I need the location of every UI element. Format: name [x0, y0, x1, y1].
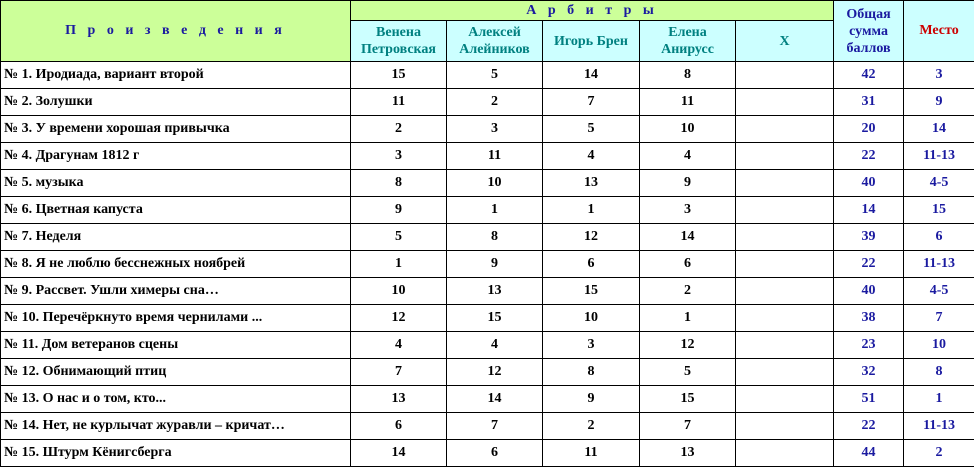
score-cell: 14 [447, 386, 543, 413]
score-cell [736, 359, 834, 386]
place-cell: 14 [904, 116, 974, 143]
score-cell: 5 [543, 116, 640, 143]
score-cell: 5 [351, 224, 447, 251]
score-cell: 10 [447, 170, 543, 197]
score-cell: 9 [351, 197, 447, 224]
work-title-cell: № 11. Дом ветеранов сцены [1, 332, 351, 359]
total-cell: 38 [834, 305, 904, 332]
score-cell [736, 89, 834, 116]
place-cell: 3 [904, 62, 974, 89]
score-cell: 4 [543, 143, 640, 170]
total-header: Общая сумма баллов [834, 1, 904, 62]
score-cell: 11 [351, 89, 447, 116]
score-cell [736, 440, 834, 467]
score-cell: 12 [543, 224, 640, 251]
score-cell: 6 [351, 413, 447, 440]
table-row [1, 440, 974, 467]
total-cell: 22 [834, 251, 904, 278]
judge-header: Венена Петровская [351, 21, 447, 62]
score-cell: 14 [543, 62, 640, 89]
score-cell: 14 [351, 440, 447, 467]
place-cell: 11-13 [904, 251, 974, 278]
place-cell: 11-13 [904, 413, 974, 440]
score-cell: 10 [543, 305, 640, 332]
work-title-cell: № 1. Иродиада, вариант второй [1, 62, 351, 89]
place-cell: 1 [904, 386, 974, 413]
score-cell [736, 332, 834, 359]
table-row [1, 386, 974, 413]
work-title-cell: № 4. Драгунам 1812 г [1, 143, 351, 170]
place-cell: 4-5 [904, 170, 974, 197]
work-title-cell: № 3. У времени хорошая привычка [1, 116, 351, 143]
table-row [1, 89, 974, 116]
table-row [1, 170, 974, 197]
table-row [1, 413, 974, 440]
table-row [1, 278, 974, 305]
score-cell: 15 [640, 386, 736, 413]
score-cell: 1 [640, 305, 736, 332]
work-title-cell: № 5. музыка [1, 170, 351, 197]
total-cell: 22 [834, 143, 904, 170]
total-cell: 42 [834, 62, 904, 89]
score-cell: 7 [351, 359, 447, 386]
judge-header: Елена Анирусс [640, 21, 736, 62]
score-cell: 2 [447, 89, 543, 116]
score-cell: 7 [543, 89, 640, 116]
score-cell: 15 [447, 305, 543, 332]
judge-header: Игорь Брен [543, 21, 640, 62]
score-cell: 5 [640, 359, 736, 386]
score-cell: 6 [447, 440, 543, 467]
score-cell [736, 116, 834, 143]
place-cell: 10 [904, 332, 974, 359]
score-cell: 9 [447, 251, 543, 278]
score-cell: 8 [351, 170, 447, 197]
place-header: Место [904, 1, 974, 62]
score-cell: 5 [447, 62, 543, 89]
score-cell: 7 [447, 413, 543, 440]
arbiters-header: А р б и т р ы [351, 1, 834, 21]
score-cell: 15 [351, 62, 447, 89]
place-cell: 9 [904, 89, 974, 116]
total-cell: 22 [834, 413, 904, 440]
table-row [1, 332, 974, 359]
score-cell: 12 [351, 305, 447, 332]
score-cell: 9 [640, 170, 736, 197]
total-cell: 39 [834, 224, 904, 251]
total-cell: 40 [834, 170, 904, 197]
score-cell [736, 413, 834, 440]
score-cell: 4 [640, 143, 736, 170]
score-cell: 13 [351, 386, 447, 413]
work-title-cell: № 10. Перечёркнуто время чернилами ... [1, 305, 351, 332]
score-cell: 2 [640, 278, 736, 305]
total-cell: 51 [834, 386, 904, 413]
score-cell: 1 [543, 197, 640, 224]
score-cell: 10 [640, 116, 736, 143]
score-cell: 8 [447, 224, 543, 251]
score-cell [736, 305, 834, 332]
judge-header: Х [736, 21, 834, 62]
work-title-cell: № 15. Штурм Кёнигсберга [1, 440, 351, 467]
total-cell: 44 [834, 440, 904, 467]
score-cell [736, 62, 834, 89]
judge-header: Алексей Алейников [447, 21, 543, 62]
score-cell: 13 [640, 440, 736, 467]
score-cell: 3 [543, 332, 640, 359]
score-cell: 2 [351, 116, 447, 143]
score-cell: 3 [351, 143, 447, 170]
total-cell: 40 [834, 278, 904, 305]
work-title-cell: № 6. Цветная капуста [1, 197, 351, 224]
score-cell: 4 [351, 332, 447, 359]
score-cell: 10 [351, 278, 447, 305]
work-title-cell: № 2. Золушки [1, 89, 351, 116]
place-cell: 8 [904, 359, 974, 386]
score-cell: 3 [640, 197, 736, 224]
place-cell: 6 [904, 224, 974, 251]
score-cell: 11 [640, 89, 736, 116]
score-cell: 15 [543, 278, 640, 305]
score-cell: 13 [447, 278, 543, 305]
score-cell: 1 [351, 251, 447, 278]
score-cell: 14 [640, 224, 736, 251]
table-row [1, 251, 974, 278]
place-cell: 2 [904, 440, 974, 467]
table-row [1, 224, 974, 251]
score-cell [736, 386, 834, 413]
score-cell: 6 [640, 251, 736, 278]
table-row [1, 143, 974, 170]
place-cell: 4-5 [904, 278, 974, 305]
score-cell: 7 [640, 413, 736, 440]
total-cell: 23 [834, 332, 904, 359]
score-cell: 11 [543, 440, 640, 467]
work-title-cell: № 9. Рассвет. Ушли химеры сна… [1, 278, 351, 305]
work-title-cell: № 14. Нет, не курлычат журавли – кричат… [1, 413, 351, 440]
table-row [1, 62, 974, 89]
score-cell [736, 143, 834, 170]
works-header: П р о и з в е д е н и я [1, 1, 351, 62]
score-cell: 11 [447, 143, 543, 170]
table-row [1, 359, 974, 386]
score-cell: 13 [543, 170, 640, 197]
score-cell [736, 278, 834, 305]
score-cell: 1 [447, 197, 543, 224]
place-cell: 11-13 [904, 143, 974, 170]
score-cell: 12 [447, 359, 543, 386]
table-row [1, 197, 974, 224]
total-cell: 14 [834, 197, 904, 224]
work-title-cell: № 8. Я не люблю бесснежных ноябрей [1, 251, 351, 278]
place-cell: 7 [904, 305, 974, 332]
total-cell: 20 [834, 116, 904, 143]
score-cell: 9 [543, 386, 640, 413]
score-cell: 12 [640, 332, 736, 359]
work-title-cell: № 12. Обнимающий птиц [1, 359, 351, 386]
score-cell: 8 [640, 62, 736, 89]
score-cell [736, 170, 834, 197]
table-row [1, 116, 974, 143]
score-cell: 8 [543, 359, 640, 386]
score-cell: 6 [543, 251, 640, 278]
total-cell: 32 [834, 359, 904, 386]
total-cell: 31 [834, 89, 904, 116]
place-cell: 15 [904, 197, 974, 224]
score-cell [736, 251, 834, 278]
score-cell [736, 197, 834, 224]
work-title-cell: № 7. Неделя [1, 224, 351, 251]
work-title-cell: № 13. О нас и о том, кто... [1, 386, 351, 413]
score-cell: 3 [447, 116, 543, 143]
score-cell: 4 [447, 332, 543, 359]
table-row [1, 305, 974, 332]
score-cell: 2 [543, 413, 640, 440]
score-cell [736, 224, 834, 251]
